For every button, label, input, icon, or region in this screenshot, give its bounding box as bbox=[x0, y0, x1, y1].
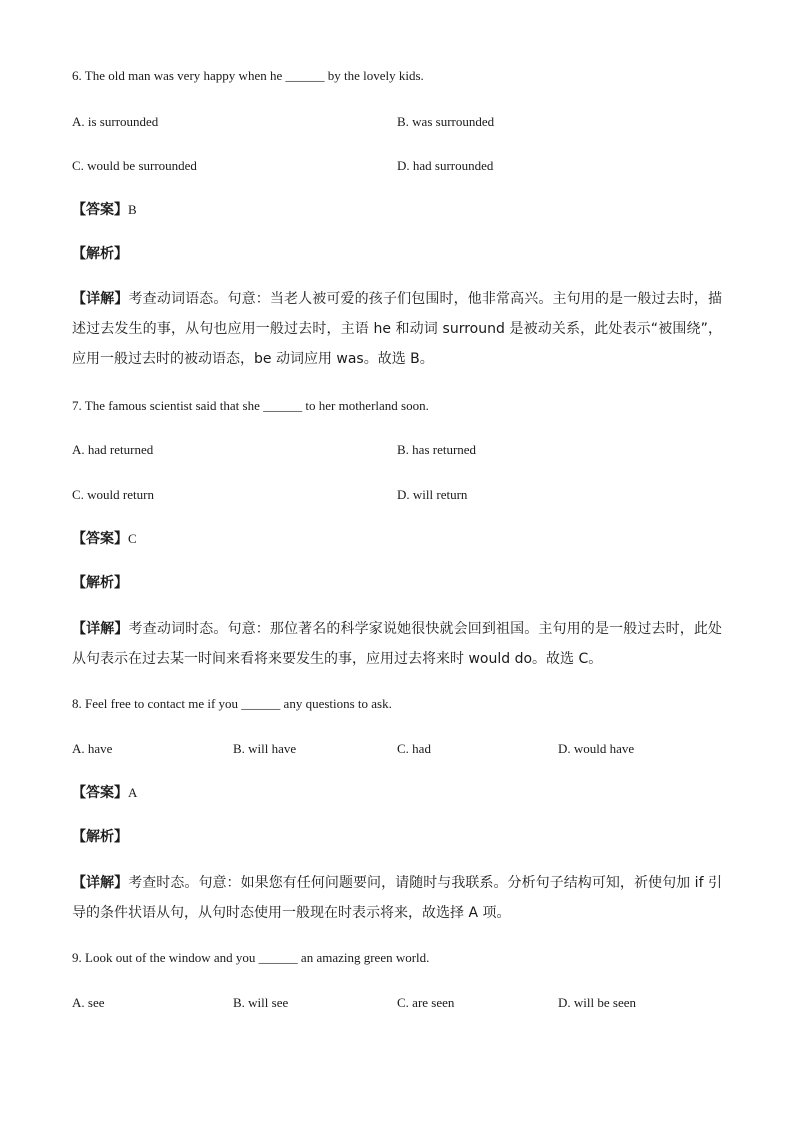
question-9-option-c: C. are seen bbox=[397, 995, 455, 1010]
question-6-analysis bbox=[72, 246, 128, 262]
question-6-stem: 6. The old man was very happy when he ______ by the lovely kids. bbox=[72, 68, 424, 83]
answer-value: C bbox=[128, 531, 137, 546]
question-7-option-c: C. would return bbox=[72, 487, 154, 502]
answer-tag: 【答案】 bbox=[72, 202, 128, 218]
question-6-option-c: C. would be surrounded bbox=[72, 158, 197, 173]
question-8-detail bbox=[72, 868, 722, 928]
question-8-stem: 8. Feel free to contact me if you ______ any questions to ask. bbox=[72, 696, 392, 711]
detail-text: 考查时态。句意：如果您有任何问题要问，请随时与我联系。分析句子结构可知，祈使句加 if 引导的条件状语从句，从句时态使用一般现在时表示将来，故选择 A 项。 bbox=[72, 875, 723, 921]
answer-tag: 【答案】 bbox=[72, 785, 128, 801]
analysis-tag: 【解析】 bbox=[72, 575, 128, 591]
question-8-option-b: B. will have bbox=[233, 741, 297, 756]
question-7-option-a: A. had returned bbox=[72, 442, 154, 457]
detail-tag: 【详解】 bbox=[72, 621, 129, 637]
detail-text: 考查动词时态。句意：那位著名的科学家说她很快就会回到祖国。主句用的是一般过去时，此处从句表示在过去某一时间来看将来要发生的事，应用过去将来时 would do。故选 C。 bbox=[72, 621, 723, 667]
question-7-option-b: B. has returned bbox=[397, 442, 477, 457]
detail-tag: 【详解】 bbox=[72, 875, 129, 891]
analysis-tag: 【解析】 bbox=[72, 246, 128, 262]
question-9-option-d: D. will be seen bbox=[558, 995, 636, 1010]
question-6-option-d: D. had surrounded bbox=[397, 158, 494, 173]
answer-tag: 【答案】 bbox=[72, 531, 128, 547]
question-9-stem: 9. Look out of the window and you ______ an amazing green world. bbox=[72, 950, 430, 965]
question-8-option-d: D. would have bbox=[558, 741, 635, 756]
question-7-detail bbox=[72, 614, 722, 674]
question-8-answer bbox=[72, 785, 137, 801]
question-9-option-b: B. will see bbox=[233, 995, 289, 1010]
question-8-option-a: A. have bbox=[72, 741, 113, 756]
question-7-stem: 7. The famous scientist said that she ______ to her motherland soon. bbox=[72, 398, 429, 413]
question-6-option-b: B. was surrounded bbox=[397, 114, 495, 129]
question-8-option-c: C. had bbox=[397, 741, 431, 756]
question-7-answer bbox=[72, 531, 137, 547]
analysis-tag: 【解析】 bbox=[72, 829, 128, 845]
answer-value: B bbox=[128, 202, 137, 217]
question-6-option-a: A. is surrounded bbox=[72, 114, 159, 129]
question-8-analysis bbox=[72, 829, 128, 845]
detail-text: 考查动词语态。句意：当老人被可爱的孩子们包围时，他非常高兴。主句用的是一般过去时，描述过去发生的事，从句也应用一般过去时，主语 he 和动词 surround 是被动关系，此处表示“被围绕”，应用一般过去时的被动语态，be 动词应用 was。故选 B。 bbox=[72, 291, 723, 367]
question-7-option-d: D. will return bbox=[397, 487, 468, 502]
question-9-option-a: A. see bbox=[72, 995, 105, 1010]
question-7-analysis bbox=[72, 575, 128, 591]
question-6-detail bbox=[72, 284, 722, 374]
detail-tag: 【详解】 bbox=[72, 291, 129, 307]
answer-value: A bbox=[128, 785, 138, 800]
question-6-answer bbox=[72, 202, 137, 218]
